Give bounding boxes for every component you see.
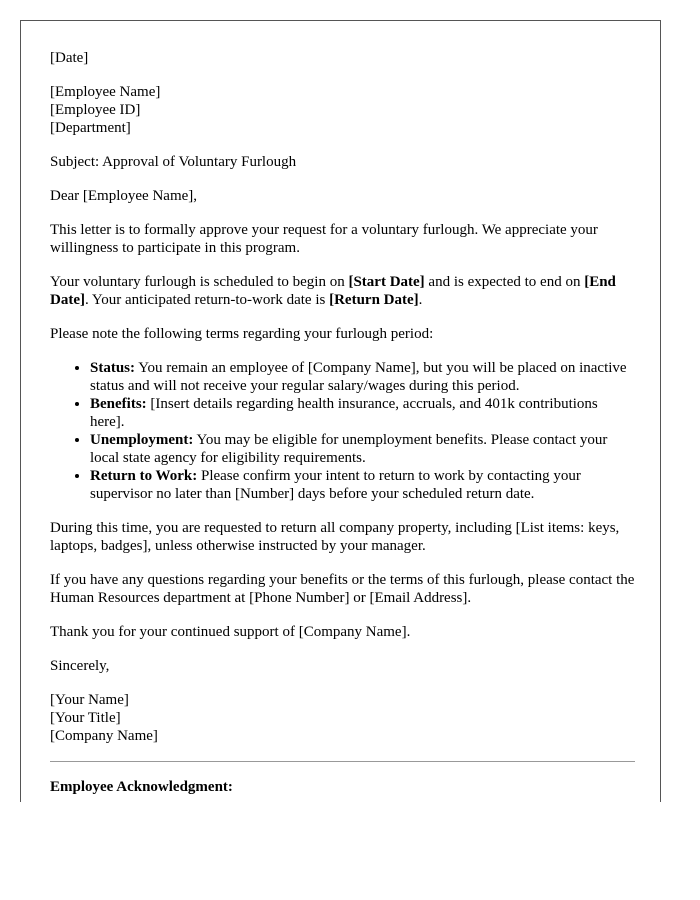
terms-intro: Please note the following terms regarding your furlough period:: [50, 326, 434, 342]
term-label: Benefits:: [90, 396, 147, 412]
return-date: [Return Date]: [329, 292, 419, 308]
signature-title: [Your Title]: [50, 710, 121, 726]
recipient-department: [Department]: [50, 120, 131, 136]
intro-paragraph: This letter is to formally approve your request for a voluntary furlough. We appreciate your willingness to participate in this program.: [50, 222, 598, 256]
list-item: [90, 431, 635, 467]
schedule-text-2: and is expected to end on: [424, 274, 585, 290]
closing: Sincerely,: [50, 658, 110, 674]
recipient-id: [Employee ID]: [50, 102, 141, 118]
list-item: [90, 395, 635, 431]
salutation: Dear [Employee Name],: [50, 188, 198, 204]
letter-page: [20, 20, 661, 802]
term-label: Unemployment:: [90, 432, 194, 448]
list-item: [90, 467, 635, 503]
schedule-paragraph: [50, 273, 635, 309]
signature-name: [Your Name]: [50, 692, 129, 708]
start-date: [Start Date]: [348, 274, 425, 290]
terms-list: [50, 359, 635, 503]
schedule-text-3: . Your anticipated return-to-work date is: [84, 292, 330, 308]
term-text: You remain an employee of [Company Name], but you will be placed on inactive status and will not receive your regular salary/wages during this period.: [90, 360, 627, 394]
signature-block: [50, 691, 635, 745]
section-divider: [50, 761, 635, 762]
list-item: [90, 359, 635, 395]
schedule-text-1: Your voluntary furlough is scheduled to begin on: [50, 274, 349, 290]
questions-paragraph: If you have any questions regarding your benefits or the terms of this furlough, please contact the Human Resources department at [Phone Number] or [Email Address].: [50, 572, 635, 606]
term-text: [Insert details regarding health insurance, accruals, and 401k contributions here].: [90, 396, 598, 430]
schedule-text-4: .: [418, 292, 423, 308]
term-label: Return to Work:: [90, 468, 198, 484]
thanks-paragraph: Thank you for your continued support of [Company Name].: [50, 624, 411, 640]
end-date: [End Date]: [50, 274, 616, 308]
property-paragraph: During this time, you are requested to return all company property, including [List items: keys, laptops, badges], unless otherwise instructed by your manager.: [50, 520, 620, 554]
letter-date: [Date]: [50, 50, 89, 66]
signature-company: [Company Name]: [50, 728, 158, 744]
recipient-block: [50, 83, 635, 137]
term-text: Please confirm your intent to return to work by contacting your supervisor no later than [Number] days before your scheduled return date.: [90, 468, 581, 502]
letter-body: [50, 49, 635, 802]
acknowledgment-heading: Employee Acknowledgment:: [50, 779, 233, 795]
term-text: You may be eligible for unemployment benefits. Please contact your local state agency for eligibility requirements.: [90, 432, 608, 466]
recipient-name: [Employee Name]: [50, 84, 161, 100]
term-label: Status:: [90, 360, 136, 376]
subject-line: Subject: Approval of Voluntary Furlough: [50, 154, 297, 170]
